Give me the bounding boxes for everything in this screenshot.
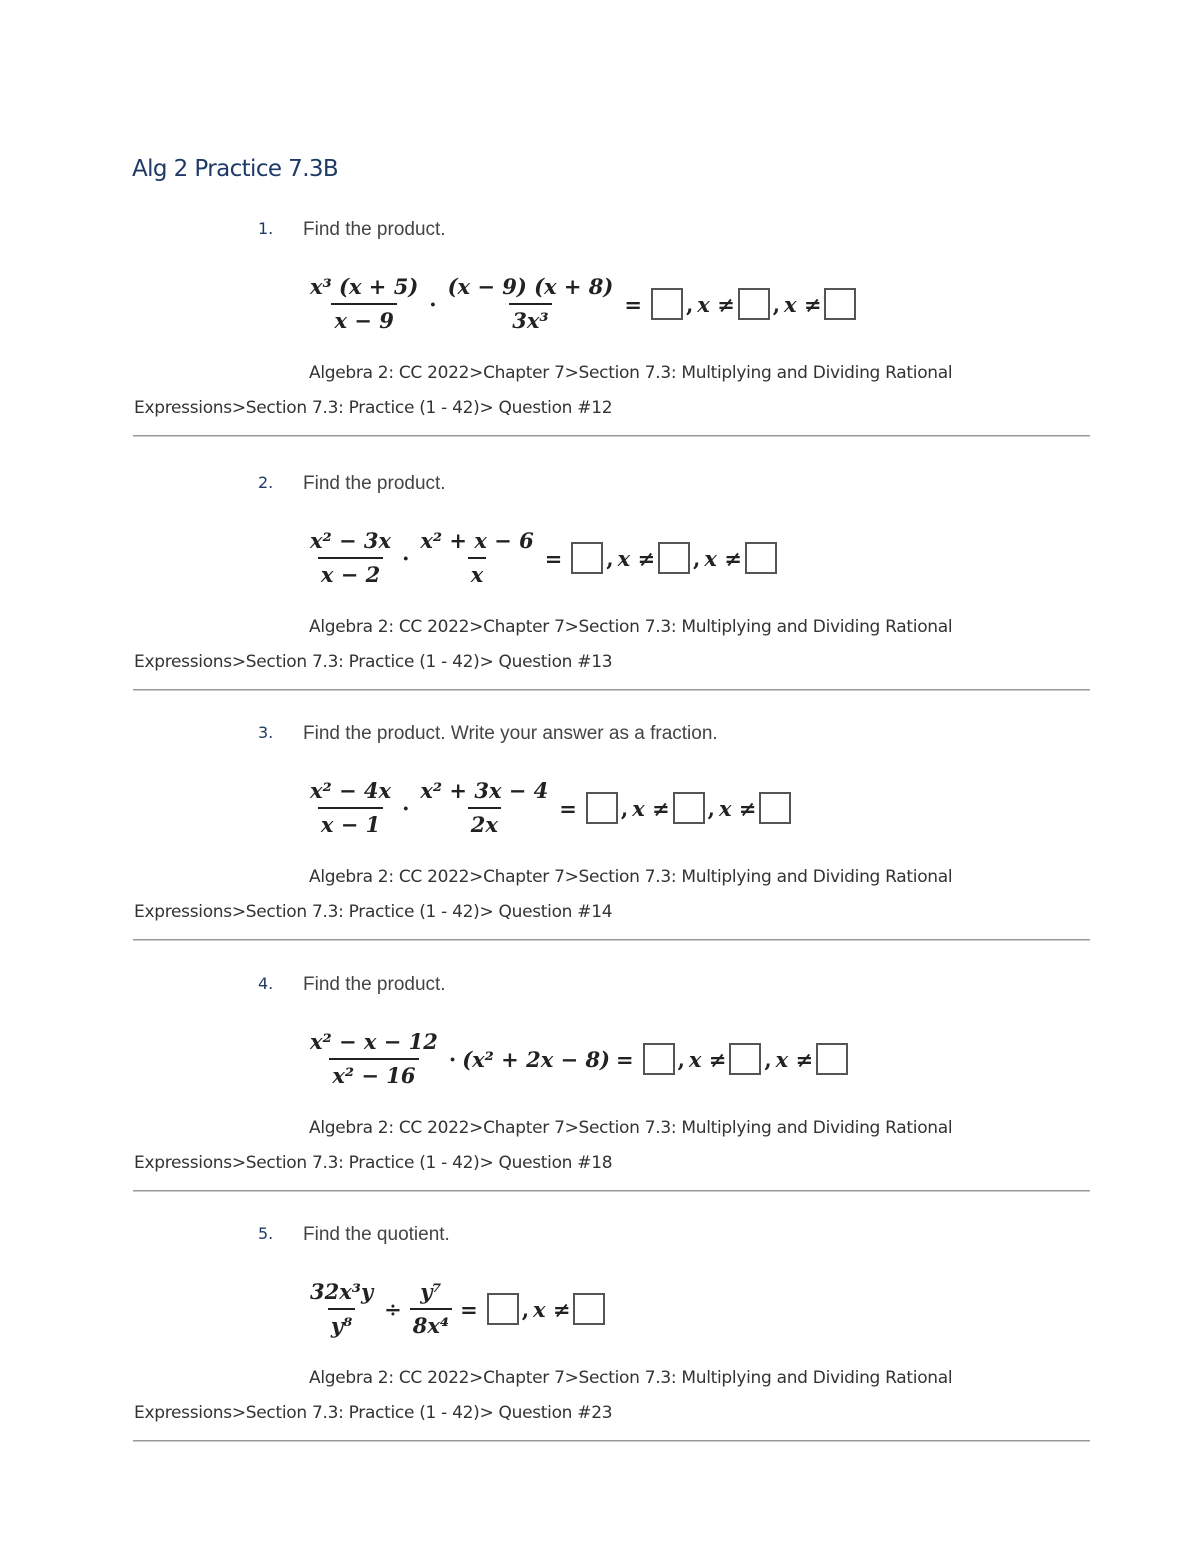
numerator: (x − 9) (x + 8) <box>447 274 614 299</box>
numerator: 32x³y <box>310 1279 374 1304</box>
divider <box>133 435 1090 437</box>
divider <box>133 689 1090 691</box>
restriction-label: x ≠ <box>688 1046 727 1072</box>
denominator: y⁸ <box>328 1308 355 1338</box>
denominator: x − 1 <box>318 807 383 837</box>
denominator: 8x⁴ <box>410 1308 452 1338</box>
operator: · <box>402 545 410 571</box>
source-path: Algebra 2: CC 2022>Chapter 7>Section 7.3: Multiplying and Dividing Rational <box>309 867 953 887</box>
question-item <box>0 723 1200 973</box>
question-number: 2. <box>258 473 274 492</box>
math-expression: $\frac{\text{x² − x − 12}}{\text{x² − 16}}$ · (x² + 2x − 8) = , x ≠ , x ≠ <box>305 1022 851 1096</box>
polynomial-factor: (x² + 2x − 8) <box>462 1046 610 1072</box>
question-number: 3. <box>258 723 274 742</box>
restriction-box[interactable] <box>673 792 705 824</box>
source-path-cont: Expressions>Section 7.3: Practice (1 - 42)> Question #23 <box>134 1403 613 1423</box>
denominator: 2x <box>468 807 501 837</box>
divider <box>133 1190 1090 1192</box>
numerator: x² − x − 12 <box>310 1029 438 1054</box>
divider <box>133 1440 1090 1442</box>
restriction-box[interactable] <box>658 542 690 574</box>
restriction-label: x ≠ <box>617 545 656 571</box>
restriction-label: x ≠ <box>775 1046 814 1072</box>
page-title: Alg 2 Practice 7.3B <box>132 156 339 182</box>
answer-box[interactable] <box>571 542 603 574</box>
restriction-label: x ≠ <box>704 545 742 571</box>
denominator: x − 9 <box>331 303 396 333</box>
equals-sign: = <box>544 545 563 571</box>
numerator: x² + 3x − 4 <box>420 778 549 803</box>
equals-sign: = <box>460 1296 478 1322</box>
restriction-label: x ≠ <box>632 795 670 821</box>
answer-box[interactable] <box>586 792 618 824</box>
fraction <box>417 529 536 587</box>
source-path: Algebra 2: CC 2022>Chapter 7>Section 7.3: Multiplying and Dividing Rational <box>309 617 953 637</box>
denominator: x² − 16 <box>329 1058 418 1088</box>
math-expression: $\frac{\text{x³ (x + 5)}}{x - 9}$ · $\frac{(x - 9) (x + 8)}{\text{3x³}}$ = , x ≠ , x ≠ <box>305 267 859 341</box>
fraction <box>307 1030 441 1088</box>
operator: · <box>448 1046 457 1072</box>
source-path-cont: Expressions>Section 7.3: Practice (1 - 42)> Question #18 <box>134 1153 613 1173</box>
math-expression: $\frac{\text{x² − 3x}}{x - 2}$ · $\frac{\text{x² + x − 6}}{x}$ = , x ≠ , x ≠ <box>305 521 780 595</box>
divider <box>133 939 1090 941</box>
fraction <box>307 779 394 837</box>
equals-sign: = <box>624 291 642 317</box>
restriction-box[interactable] <box>729 1043 761 1075</box>
question-prompt: Find the product. <box>303 219 446 240</box>
numerator: x² − 4x <box>310 778 392 803</box>
fraction <box>445 275 617 333</box>
restriction-box[interactable] <box>759 792 791 824</box>
fraction <box>417 779 551 837</box>
restriction-label: x ≠ <box>784 291 822 317</box>
equals-sign: = <box>616 1046 634 1072</box>
question-item <box>0 219 1200 469</box>
math-expression: $\frac{\text{x² − 4x}}{x - 1}$ · $\frac{\text{x² + 3x − 4}}{2x}$ = , x ≠ , x ≠ <box>305 771 794 845</box>
question-prompt: Find the product. <box>303 473 446 494</box>
source-path-cont: Expressions>Section 7.3: Practice (1 - 42)> Question #14 <box>134 902 613 922</box>
operator: · <box>429 291 437 317</box>
fraction <box>410 1280 452 1338</box>
restriction-label: x ≠ <box>718 795 757 821</box>
numerator: x³ (x + 5) <box>310 274 419 299</box>
operator: · <box>402 795 410 821</box>
source-path: Algebra 2: CC 2022>Chapter 7>Section 7.3: Multiplying and Dividing Rational <box>309 1368 953 1388</box>
math-expression: $\frac{\text{32x³y}}{\text{y⁸}}$ ÷ $\frac{\text{y⁷}}{\text{8x⁴}}$ = , x ≠ <box>305 1272 608 1346</box>
denominator: x − 2 <box>318 557 383 587</box>
numerator: y⁷ <box>420 1279 442 1304</box>
equals-sign: = <box>559 795 577 821</box>
restriction-label: x ≠ <box>697 291 735 317</box>
answer-box[interactable] <box>643 1043 675 1075</box>
source-path-cont: Expressions>Section 7.3: Practice (1 - 42)> Question #12 <box>134 398 613 418</box>
question-prompt: Find the product. <box>303 974 446 995</box>
operator: ÷ <box>384 1296 402 1322</box>
source-path: Algebra 2: CC 2022>Chapter 7>Section 7.3: Multiplying and Dividing Rational <box>309 363 953 383</box>
restriction-box[interactable] <box>738 288 770 320</box>
restriction-box[interactable] <box>816 1043 848 1075</box>
question-prompt: Find the quotient. <box>303 1224 450 1245</box>
denominator: 3x³ <box>509 303 551 333</box>
denominator: x <box>468 557 487 587</box>
source-path-cont: Expressions>Section 7.3: Practice (1 - 42)> Question #13 <box>134 652 613 672</box>
question-number: 5. <box>258 1224 274 1243</box>
numerator: x² + x − 6 <box>420 528 534 553</box>
restriction-label: x ≠ <box>533 1296 571 1322</box>
question-number: 4. <box>258 974 274 993</box>
question-item <box>0 473 1200 723</box>
restriction-box[interactable] <box>824 288 856 320</box>
fraction <box>307 529 394 587</box>
question-item <box>0 1224 1200 1474</box>
question-prompt: Find the product. Write your answer as a fraction. <box>303 723 718 744</box>
question-item <box>0 974 1200 1224</box>
answer-box[interactable] <box>487 1293 519 1325</box>
numerator: x² − 3x <box>310 528 392 553</box>
answer-box[interactable] <box>651 288 683 320</box>
fraction <box>307 275 421 333</box>
restriction-box[interactable] <box>573 1293 605 1325</box>
restriction-box[interactable] <box>745 542 777 574</box>
source-path: Algebra 2: CC 2022>Chapter 7>Section 7.3: Multiplying and Dividing Rational <box>309 1118 953 1138</box>
question-number: 1. <box>258 219 274 238</box>
fraction <box>307 1280 376 1338</box>
